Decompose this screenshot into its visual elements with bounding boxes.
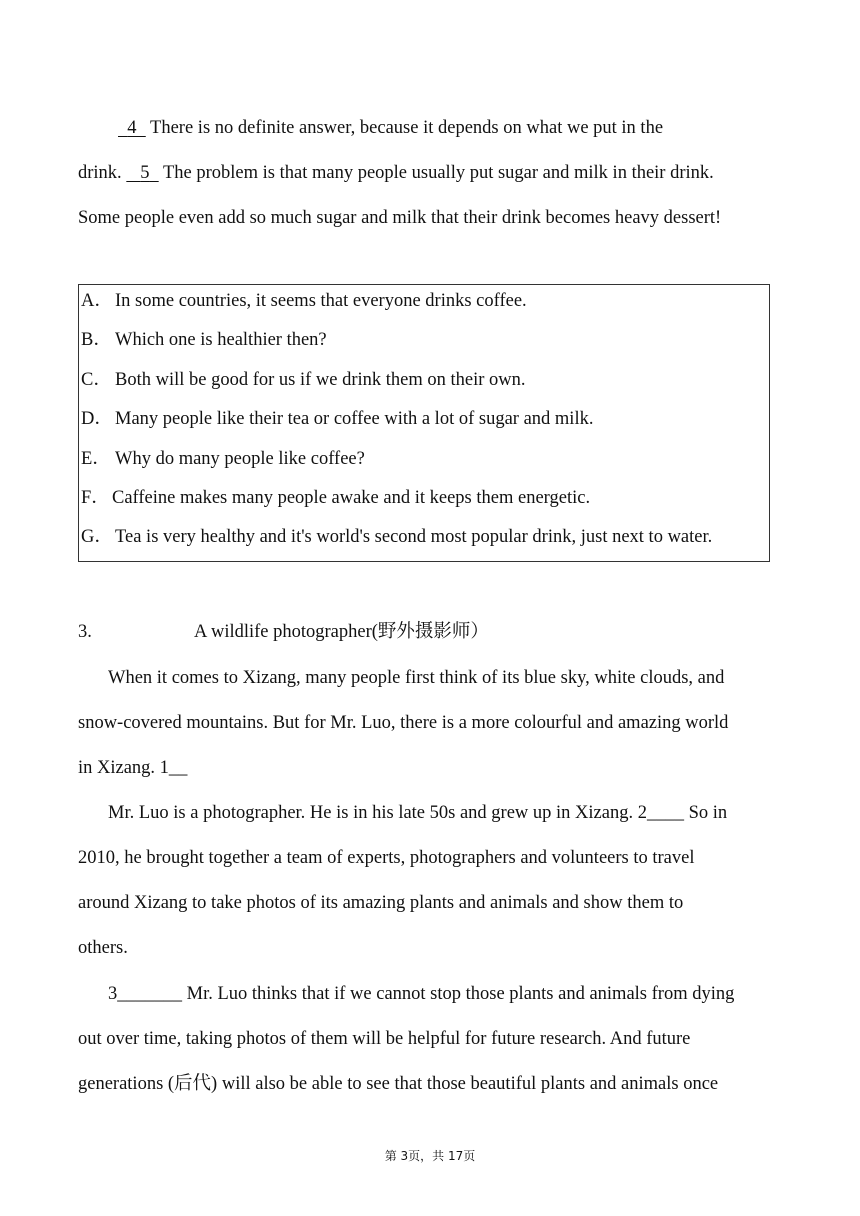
option-c: C． Both will be good for us if we drink them on their own. — [81, 370, 526, 390]
passage-line: 2010, he brought together a team of experts, photographers and volunteers to travel — [78, 848, 695, 868]
answer-blank: 4 — [127, 118, 137, 138]
options-box — [78, 284, 770, 562]
answer-blank: 5 — [140, 163, 150, 183]
passage-line: in Xizang. 1__ — [78, 758, 188, 778]
option-d: D． Many people like their tea or coffee with a lot of sugar and milk. — [81, 409, 594, 429]
option-a: A． In some countries, it seems that everyone drinks coffee. — [81, 291, 527, 311]
option-e: E． Why do many people like coffee? — [81, 449, 365, 469]
option-f: F． Caffeine makes many people awake and it keeps them energetic. — [81, 488, 591, 508]
section-number: 3. — [78, 622, 92, 642]
passage-line: Mr. Luo is a photographer. He is in his late 50s and grew up in Xizang. 2____ So in — [108, 803, 728, 823]
passage-line — [118, 116, 663, 140]
option-b: B． Which one is healthier then? — [81, 330, 327, 350]
passage-line: Some people even add so much sugar and milk that their drink becomes heavy dessert! — [78, 208, 722, 228]
passage-line: out over time, taking photos of them will be helpful for future research. And future — [78, 1029, 691, 1049]
page-footer: 第 3页，共 17页 — [384, 1149, 476, 1163]
passage-line: snow-covered mountains. But for Mr. Luo, there is a more colourful and amazing world — [78, 713, 729, 733]
passage-text: There is no definite answer, because it depends on what we put in the — [150, 118, 664, 138]
passage-line: around Xizang to take photos of its amazing plants and animals and show them to — [78, 893, 684, 913]
passage-line: others. — [78, 938, 128, 958]
passage-line: 3_______ Mr. Luo thinks that if we cannot stop those plants and animals from dying — [108, 984, 735, 1004]
passage-text: The problem is that many people usually put sugar and milk in their drink. — [162, 163, 714, 183]
passage-line — [78, 161, 714, 185]
option-g: G． Tea is very healthy and it's world's second most popular drink, just next to water. — [81, 527, 713, 547]
passage-line: generations (后代) will also be able to see that those beautiful plants and animals once — [78, 1074, 719, 1094]
passage-line: When it comes to Xizang, many people first think of its blue sky, white clouds, and — [108, 668, 725, 688]
section-title: A wildlife photographer(野外摄影师） — [194, 622, 489, 642]
passage-text: drink. — [78, 163, 122, 183]
